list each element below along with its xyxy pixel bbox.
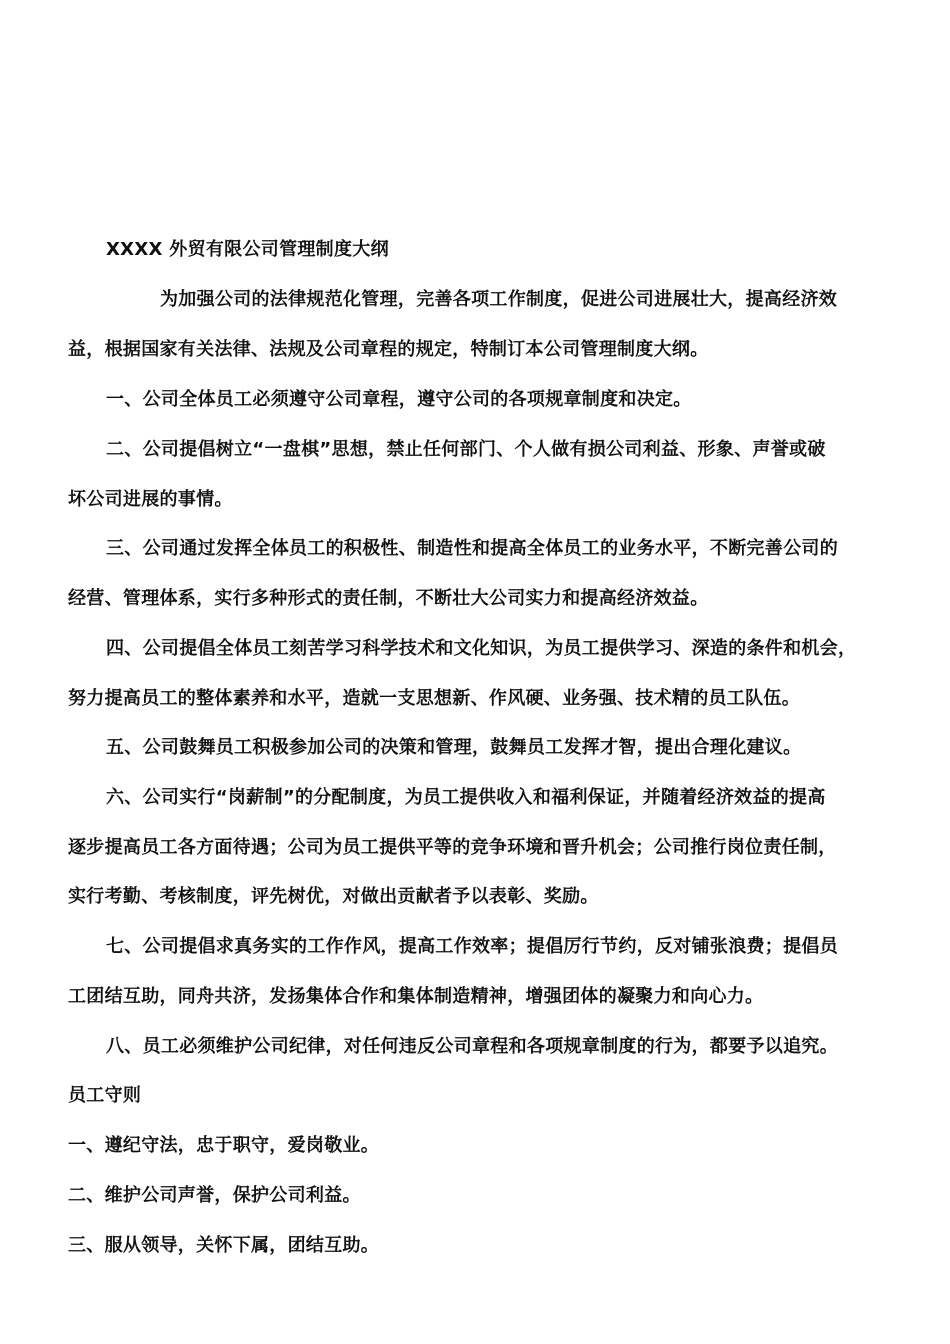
- section-title: 员工守则: [68, 1085, 142, 1106]
- article-2-line-1: 二、公司提倡树立“一盘棋”思想，禁止任何部门、个人做有损公司利益、形象、声誉或破: [106, 439, 826, 460]
- rule-1: 一、遵纪守法，忠于职守，爱岗敬业。: [68, 1135, 380, 1156]
- article-3-line-1: 三、公司通过发挥全体员工的积极性、制造性和提高全体员工的业务水平，不断完善公司的: [106, 538, 838, 559]
- article-6-line-2: 逐步提高员工各方面待遇；公司为员工提供平等的竞争环境和晋升机会；公司推行岗位责任制，: [68, 837, 837, 858]
- article-7-line-1: 七、公司提倡求真务实的工作作风，提高工作效率；提倡厉行节约，反对铺张浪费；提倡员: [106, 936, 838, 957]
- article-8-line-1: 八、员工必须维护公司纪律，对任何违反公司章程和各项规章制度的行为，都要予以追究。: [106, 1036, 838, 1057]
- intro-line-1: 为加强公司的法律规范化管理，完善各项工作制度，促进公司进展壮大，提高经济效: [160, 289, 838, 310]
- intro-line-2: 益，根据国家有关法律、法规及公司章程的规定，特制订本公司管理制度大纲。: [68, 339, 709, 360]
- article-2-line-2: 坏公司进展的事情。: [68, 489, 233, 510]
- article-6-line-3: 实行考勤、考核制度，评先树优，对做出贡献者予以表彰、奖励。: [68, 886, 599, 907]
- rule-3: 三、服从领导，关怀下属，团结互助。: [68, 1235, 380, 1256]
- article-1-line-1: 一、公司全体员工必须遵守公司章程，遵守公司的各项规章制度和决定。: [106, 389, 692, 410]
- article-6-line-1: 六、公司实行“岗薪制”的分配制度，为员工提供收入和福利保证，并随着经济效益的提高: [106, 787, 826, 808]
- article-3-line-2: 经营、管理体系，实行多种形式的责任制，不断壮大公司实力和提高经济效益。: [68, 588, 709, 609]
- article-5-line-1: 五、公司鼓舞员工积极参加公司的决策和管理，鼓舞员工发挥才智，提出合理化建议。: [106, 737, 802, 758]
- article-7-line-2: 工团结互助，同舟共济，发扬集体合作和集体制造精神，增强团体的凝聚力和向心力。: [68, 986, 764, 1007]
- article-4-line-1: 四、公司提倡全体员工刻苦学习科学技术和文化知识，为员工提供学习、深造的条件和机会，: [106, 638, 857, 659]
- article-4-line-2: 努力提高员工的整体素养和水平，造就一支思想新、作风硬、业务强、技术精的员工队伍。: [68, 688, 800, 709]
- document-title: XXXX 外贸有限公司管理制度大纲: [106, 239, 389, 260]
- rule-2: 二、维护公司声誉，保护公司利益。: [68, 1185, 361, 1206]
